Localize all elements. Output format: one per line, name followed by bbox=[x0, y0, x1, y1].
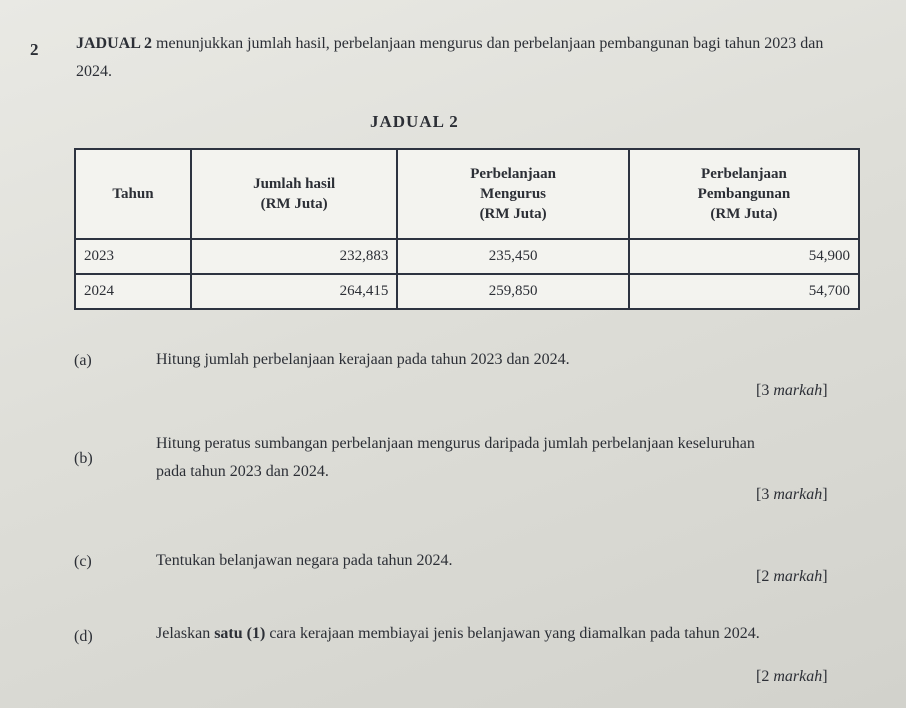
cell-perbelanjaan-mengurus: 235,450 bbox=[397, 239, 629, 274]
cell-perbelanjaan-mengurus: 259,850 bbox=[397, 274, 629, 309]
question-a-marks: [3 markah] bbox=[756, 382, 828, 399]
question-d-text: Jelaskan satu (1) cara kerajaan membiayai jenis belanjawan yang diamalkan pada tahun 2024. bbox=[156, 625, 760, 642]
table-header-row bbox=[75, 149, 859, 239]
emphasis-satu: satu (1) bbox=[214, 625, 266, 642]
header-tahun: Tahun bbox=[75, 149, 191, 239]
intro-text: menunjukkan jumlah hasil, perbelanjaan mengurus dan perbelanjaan pembangunan bagi tahun 2023 dan 2024. bbox=[76, 35, 824, 80]
table-row bbox=[75, 239, 859, 274]
data-table bbox=[74, 148, 860, 310]
cell-perbelanjaan-pembangunan: 54,900 bbox=[629, 239, 859, 274]
cell-jumlah-hasil: 232,883 bbox=[191, 239, 397, 274]
question-d-marks: [2 markah] bbox=[756, 668, 828, 685]
question-c-label: (c) bbox=[74, 553, 92, 570]
cell-year: 2023 bbox=[75, 239, 191, 274]
question-b-marks: [3 markah] bbox=[756, 486, 828, 503]
cell-year: 2024 bbox=[75, 274, 191, 309]
question-c-text: Tentukan belanjawan negara pada tahun 2024. bbox=[156, 552, 453, 569]
question-b-text: Hitung peratus sumbangan perbelanjaan mengurus daripada jumlah perbelanjaan keseluruhan pada tahun 2023 dan 2024. bbox=[156, 435, 755, 480]
question-d-label: (d) bbox=[74, 628, 93, 645]
question-b-label: (b) bbox=[74, 450, 93, 467]
question-intro bbox=[76, 30, 856, 86]
question-a-label: (a) bbox=[74, 352, 92, 369]
table-reference: JADUAL 2 bbox=[76, 35, 153, 52]
table-caption: JADUAL 2 bbox=[370, 112, 459, 131]
header-perbelanjaan-mengurus: Perbelanjaan Mengurus (RM Juta) bbox=[397, 149, 629, 239]
cell-perbelanjaan-pembangunan: 54,700 bbox=[629, 274, 859, 309]
table-row bbox=[75, 274, 859, 309]
cell-jumlah-hasil: 264,415 bbox=[191, 274, 397, 309]
header-jumlah-hasil: Jumlah hasil (RM Juta) bbox=[191, 149, 397, 239]
question-number: 2 bbox=[30, 40, 39, 59]
question-c-marks: [2 markah] bbox=[756, 568, 828, 585]
header-perbelanjaan-pembangunan: Perbelanjaan Pembangunan (RM Juta) bbox=[629, 149, 859, 239]
question-a-text: Hitung jumlah perbelanjaan kerajaan pada tahun 2023 dan 2024. bbox=[156, 351, 570, 368]
